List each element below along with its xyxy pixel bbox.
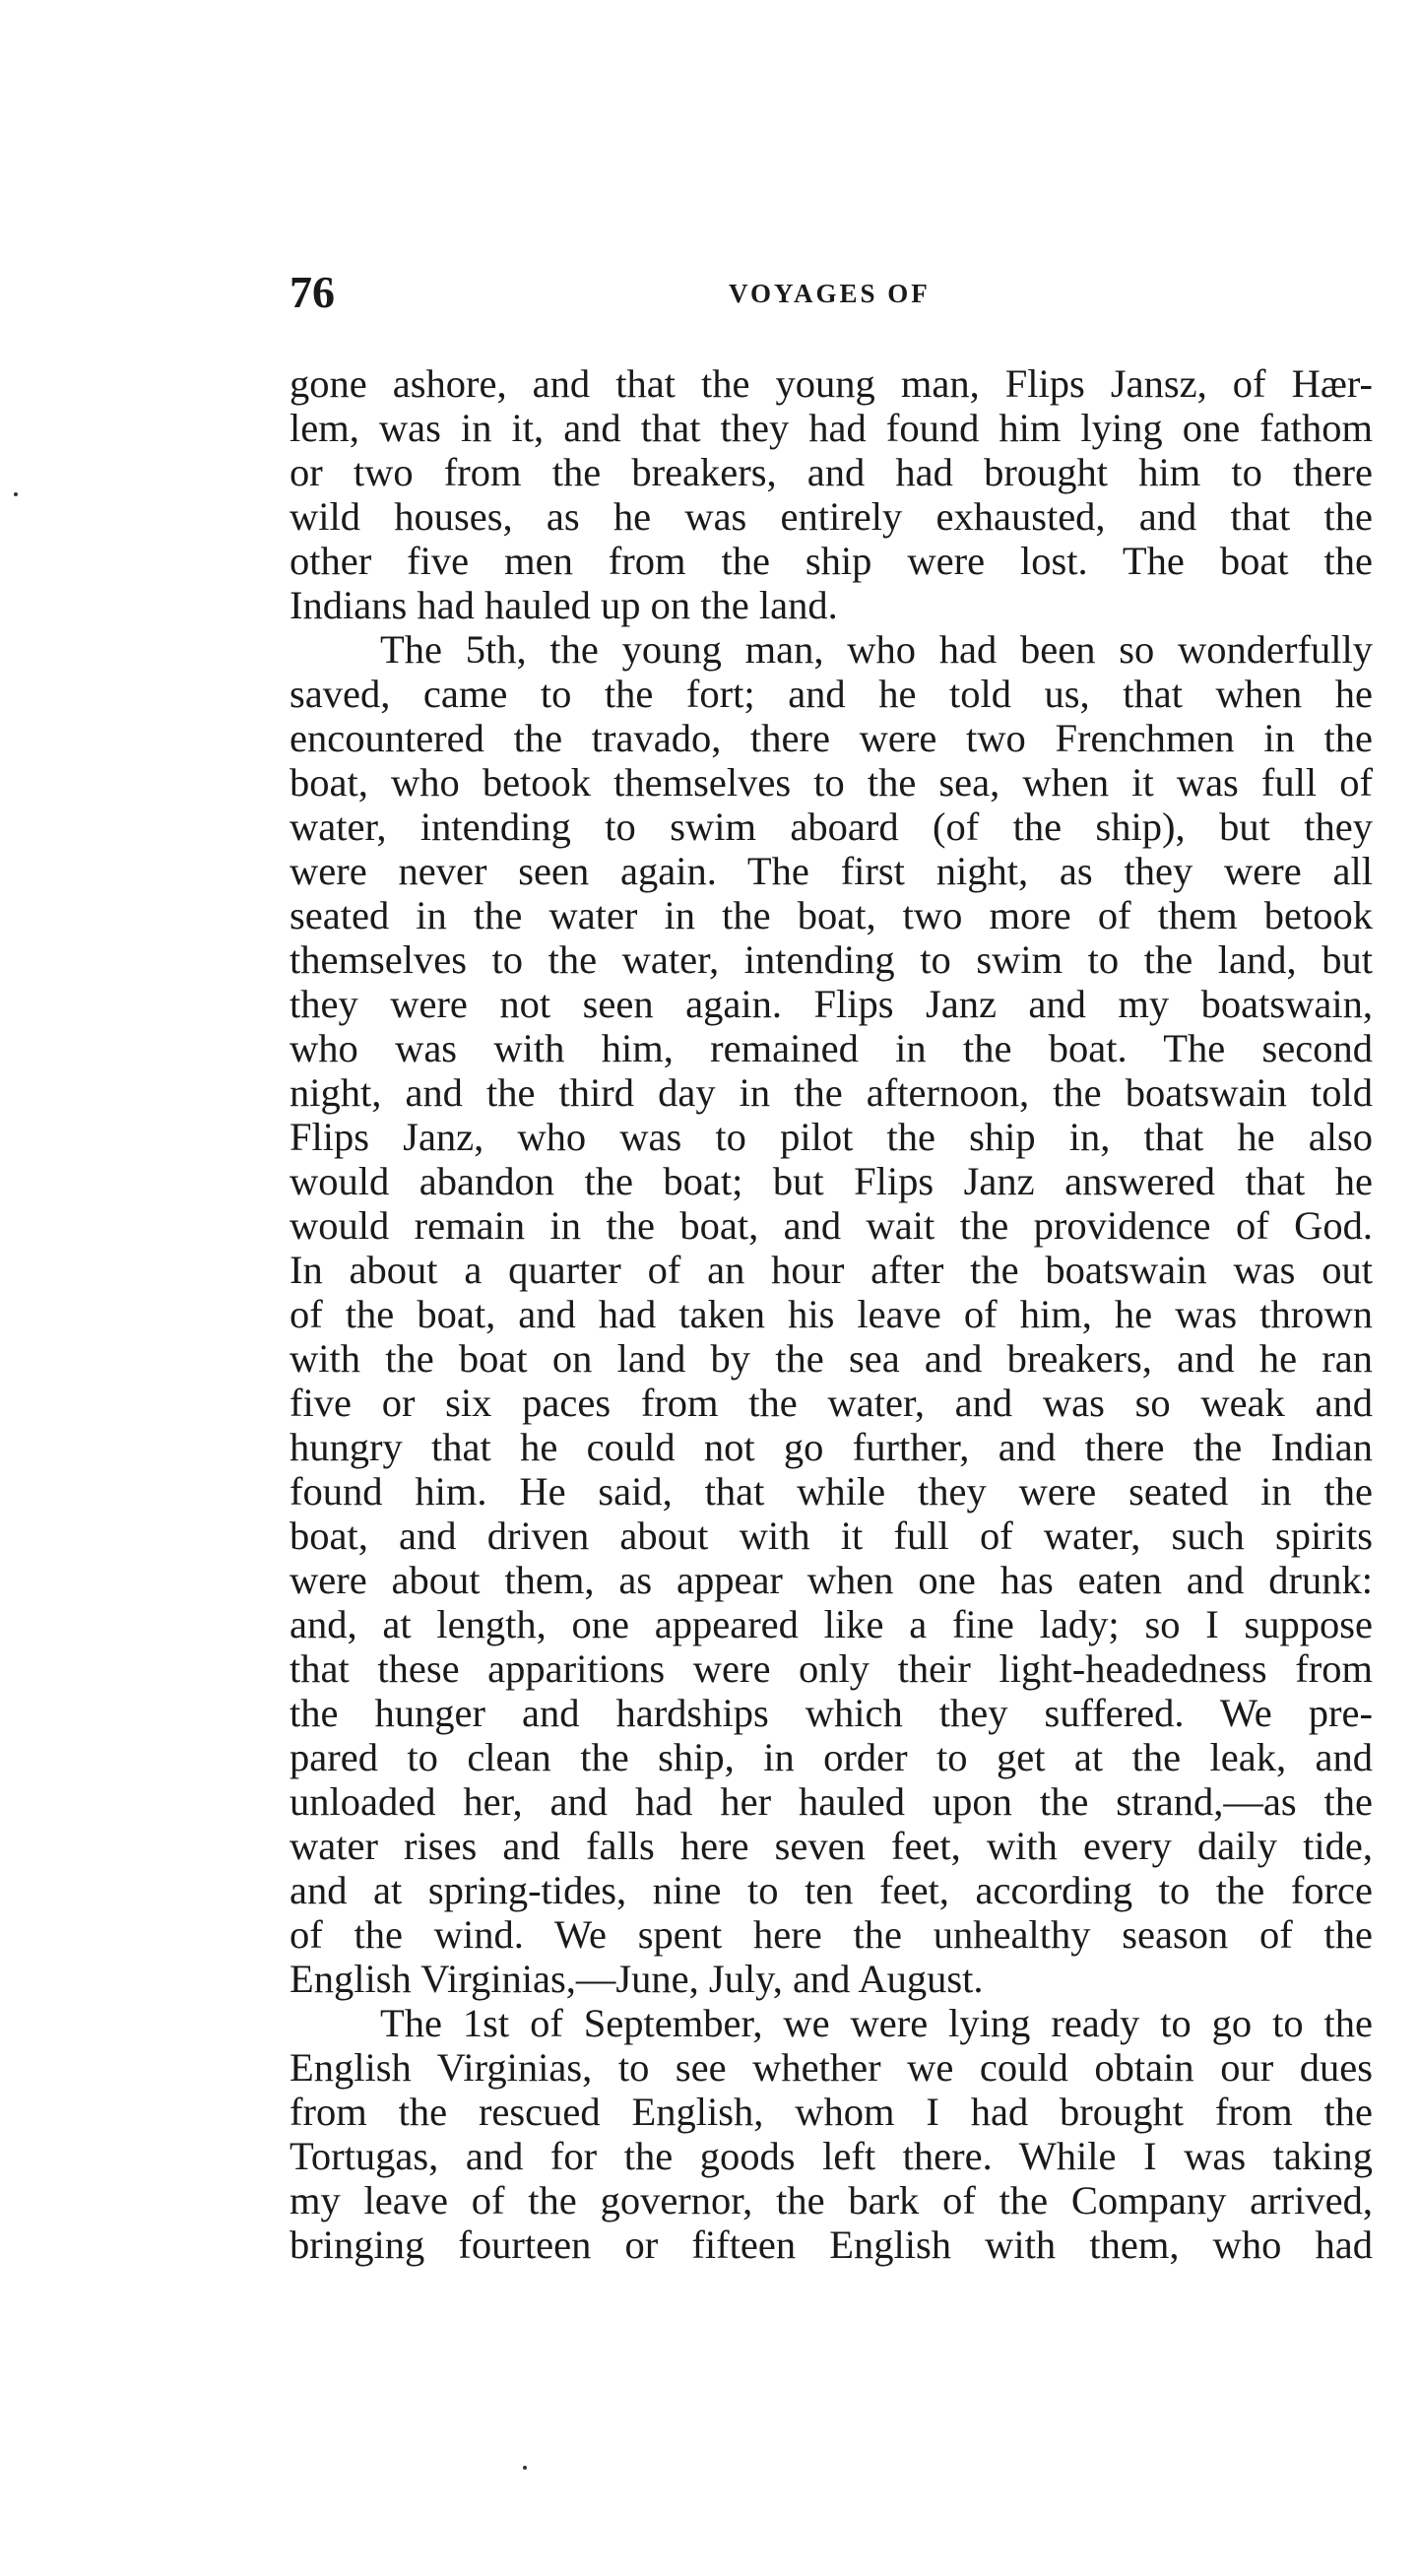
text-line: of the wind. We spent here the unhealthy season of the [290,1912,1373,1957]
text-line: who was with him, remained in the boat. The second [290,1026,1373,1070]
running-title: VOYAGES OF [729,279,931,308]
text-line: gone ashore, and that the young man, Flips Jansz, of Hær- [290,361,1373,406]
text-line: five or six paces from the water, and was so weak and [290,1381,1373,1425]
text-line: water, intending to swim aboard (of the ship), but they [290,805,1373,849]
text-line: unloaded her, and had her hauled upon the strand,—as the [290,1779,1373,1824]
text-line: were about them, as appear when one has eaten and drunk: [290,1558,1373,1602]
text-line: Flips Janz, who was to pilot the ship in, that he also [290,1115,1373,1159]
text-line: themselves to the water, intending to swim to the land, but [290,937,1373,982]
text-line: found him. He said, that while they were seated in the [290,1469,1373,1513]
text-line: hungry that he could not go further, and there the Indian [290,1425,1373,1469]
text-line: water rises and falls here seven feet, with every daily tide, [290,1824,1373,1868]
text-line: were never seen again. The first night, as they were all [290,849,1373,893]
text-line: other five men from the ship were lost. The boat the [290,539,1373,583]
text-line: that these apparitions were only their light-headedness from [290,1646,1373,1691]
paragraph-first-line: The 1st of September, we were lying ready to go to the [380,2001,1373,2045]
text-line: boat, and driven about with it full of water, such spirits [290,1513,1373,1558]
text-line: and at spring-tides, nine to ten feet, according to the force [290,1868,1373,1912]
text-line: bringing fourteen or fifteen English with them, who had [290,2222,1373,2267]
text-line: they were not seen again. Flips Janz and my boatswain, [290,982,1373,1026]
text-line: English Virginias,—June, July, and August. [290,1957,984,2001]
bottom-speck [523,2466,527,2470]
text-line: boat, who betook themselves to the sea, when it was full of [290,760,1373,805]
text-line: of the boat, and had taken his leave of him, he was thrown [290,1292,1373,1336]
text-line: the hunger and hardships which they suffered. We pre- [290,1691,1373,1735]
text-line: In about a quarter of an hour after the boatswain was out [290,1248,1373,1292]
text-line: night, and the third day in the afternoon, the boatswain told [290,1070,1373,1115]
text-line: saved, came to the fort; and he told us, that when he [290,672,1373,716]
text-line: English Virginias, to see whether we could obtain our dues [290,2045,1373,2090]
text-line: with the boat on land by the sea and breakers, and he ran [290,1336,1373,1381]
text-line: seated in the water in the boat, two more of them betook [290,893,1373,937]
text-line: would remain in the boat, and wait the providence of God. [290,1203,1373,1248]
page-header [290,268,1418,317]
text-line: lem, was in it, and that they had found him lying one fathom [290,406,1373,450]
text-line: encountered the travado, there were two Frenchmen in the [290,716,1373,760]
text-line: and, at length, one appeared like a fine lady; so I suppose [290,1602,1373,1646]
text-line: my leave of the governor, the bark of the Company arrived, [290,2178,1373,2222]
text-line: from the rescued English, whom I had brought from the [290,2090,1373,2134]
text-line: Indians had hauled up on the land. [290,583,838,627]
text-line: or two from the breakers, and had brought him to there [290,450,1373,494]
text-line: wild houses, as he was entirely exhausted, and that the [290,494,1373,539]
paragraph-first-line: The 5th, the young man, who had been so wonderfully [380,627,1373,672]
text-line: would abandon the boat; but Flips Janz answered that he [290,1159,1373,1203]
text-line: Tortugas, and for the goods left there. While I was taking [290,2134,1373,2178]
body-text [290,361,1373,2267]
margin-speck [14,492,18,496]
text-line: pared to clean the ship, in order to get at the leak, and [290,1735,1373,1779]
page-number: 76 [290,267,335,317]
